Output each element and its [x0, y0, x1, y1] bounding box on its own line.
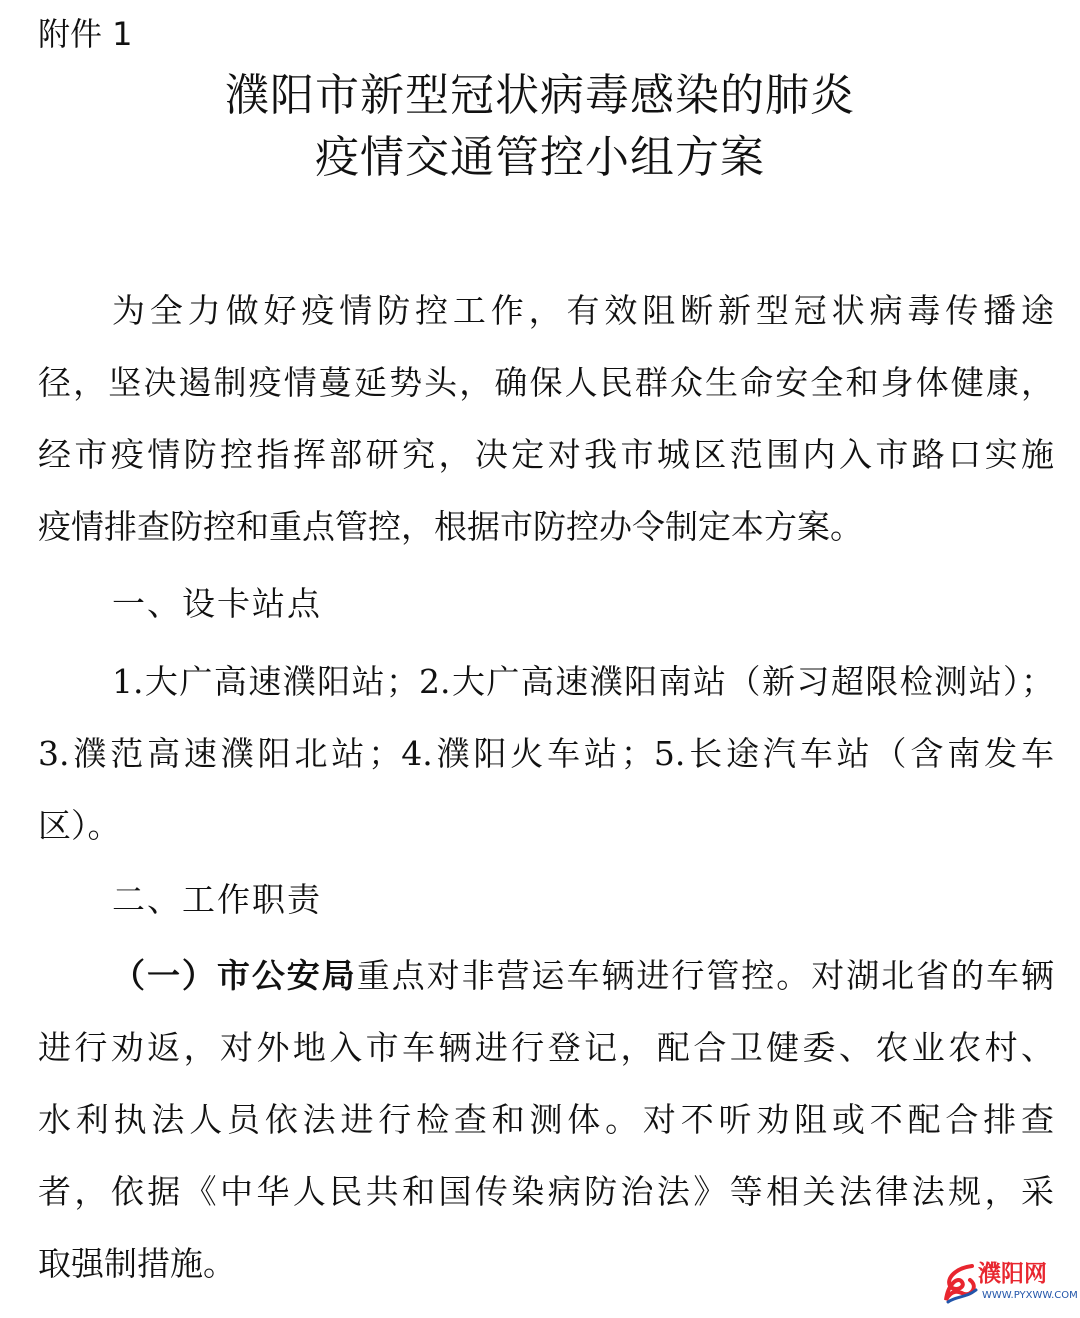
intro-paragraph-line: 疫情排查防控和重点管控，根据市防控办令制定本方案。	[38, 507, 863, 546]
intro-paragraph-line: 经市疫情防控指挥部研究，决定对我市城区范围内入市路口实施	[38, 435, 1054, 474]
document-title-line-1: 濮阳市新型冠状病毒感染的肺炎	[225, 70, 855, 121]
section-heading-duties: 二、工作职责	[112, 880, 322, 919]
checkpoint-list-line: 3.濮范高速濮阳北站；4.濮阳火车站；5.长途汽车站（含南发车	[38, 734, 1054, 773]
intro-paragraph-line: 为全力做好疫情防控工作，有效阻断新型冠状病毒传播途	[112, 291, 1054, 330]
duty-paragraph-line: 水利执法人员依法进行检查和测体。对不听劝阻或不配合排查	[38, 1100, 1054, 1139]
attachment-label: 附件 1	[38, 15, 133, 53]
duty-paragraph-line: 者，依据《中华人民共和国传染病防治法》等相关法律法规，采	[38, 1172, 1054, 1211]
watermark-site-url: WWW.PYXWW.COM	[982, 1290, 1078, 1301]
duty-item-text: 重点对非营运车辆进行管控。对湖北省的车辆	[356, 956, 1054, 995]
site-watermark-logo	[942, 1260, 1078, 1308]
duty-paragraph-line: 取强制措施。	[38, 1244, 236, 1283]
watermark-site-name: 濮阳网	[978, 1261, 1047, 1287]
checkpoint-list-line: 1.大广高速濮阳站；2.大广高速濮阳南站（新习超限检测站）；	[112, 662, 1054, 701]
swoosh-logo-icon	[942, 1262, 980, 1304]
section-heading-checkpoints: 一、设卡站点	[112, 584, 322, 623]
document-title-line-2: 疫情交通管控小组方案	[315, 132, 765, 183]
duty-paragraph-line: 进行劝返，对外地入市车辆进行登记，配合卫健委、农业农村、	[38, 1028, 1054, 1067]
duty-item-label: （一）市公安局	[112, 956, 357, 995]
intro-paragraph-line: 径，坚决遏制疫情蔓延势头，确保人民群众生命安全和身体健康，	[38, 363, 1054, 402]
duty-paragraph-line	[112, 940, 1054, 1012]
checkpoint-list-line: 区）。	[38, 806, 121, 845]
